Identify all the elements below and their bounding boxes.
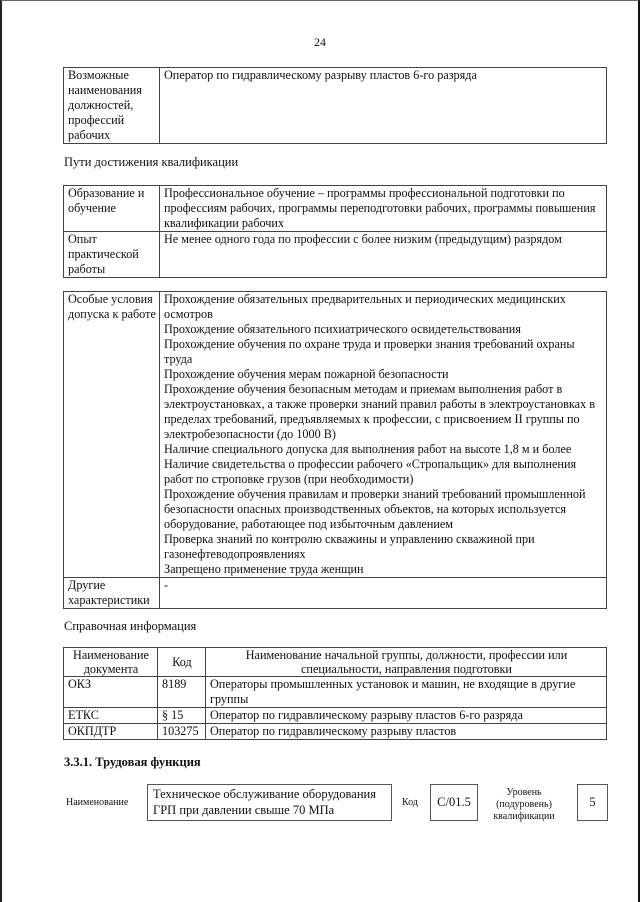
qualification-paths-table: [63, 185, 607, 278]
table-row: [64, 292, 607, 578]
cell-name: Оператор по гидравлическому разрыву пластов: [206, 724, 607, 740]
page-number: 24: [314, 35, 326, 49]
admission-item: Запрещено применение труда женщин: [164, 562, 364, 576]
admission-item: Прохождение обучения мерам пожарной безопасности: [164, 367, 449, 381]
function-name-box: Техническое обслуживание оборудования ГРП при давлении свыше 70 МПа: [147, 784, 392, 821]
education-value: Профессиональное обучение – программы профессиональной подготовки по профессиям рабочих, программы переподготовки рабочих, программы повышения квалификации рабочих: [160, 186, 607, 232]
cell-doc: ОКЗ: [64, 677, 158, 708]
table-header-row: [64, 648, 607, 677]
admission-item: Наличие свидетельства о профессии рабочего «Стропальщик» для выполнения работ по строповке грузов (при необходимости): [164, 457, 577, 486]
labor-function-heading: 3.3.1. Трудовая функция: [64, 755, 201, 769]
table-row: [64, 708, 607, 724]
table-row: [64, 724, 607, 740]
qualification-level-box: 5: [577, 784, 608, 821]
header-document: Наименование документа: [64, 648, 158, 677]
other-characteristics-value: -: [160, 578, 607, 609]
name-label: Наименование: [66, 797, 129, 808]
admission-conditions-table: [63, 291, 607, 609]
cell-name: Оператор по гидравлическому разрыву пластов 6-го разряда: [206, 708, 607, 724]
experience-label: Опыт практической работы: [64, 232, 160, 278]
cell-code: § 15: [158, 708, 206, 724]
header-code: Код: [158, 648, 206, 677]
table-row: [64, 68, 607, 144]
function-code-box: C/01.5: [430, 784, 478, 821]
positions-label: Возможные наименования должностей, профессий рабочих: [64, 68, 160, 144]
experience-value: Не менее одного года по профессии с более низким (предыдущим) разрядом: [160, 232, 607, 278]
cell-code: 103275: [158, 724, 206, 740]
admission-item: Проверка знаний по контролю скважины и управлению скважиной при газонефтеводопроявлениях: [164, 532, 535, 561]
other-characteristics-label: Другие характеристики: [64, 578, 160, 609]
table-row: [64, 232, 607, 278]
reference-info-table: [63, 647, 607, 740]
admission-item: Прохождение обязательного психиатрического освидетельствования: [164, 322, 521, 336]
table-row: [64, 578, 607, 609]
table-row: [64, 186, 607, 232]
cell-name: Операторы промышленных установок и машин, не входящие в другие группы: [206, 677, 607, 708]
reference-info-title: Справочная информация: [64, 619, 197, 633]
cell-doc: ЕТКС: [64, 708, 158, 724]
header-name: Наименование начальной группы, должности, профессии или специальности, направления подготовки: [206, 648, 607, 677]
admission-item: Прохождение обучения правилам и проверки знаний требований промышленной безопасности опасных производственных объектов, на которых используется оборудование, работающее под избыточным давлением: [164, 487, 586, 531]
cell-code: 8189: [158, 677, 206, 708]
qualification-paths-title: Пути достижения квалификации: [64, 155, 239, 169]
admission-item: Прохождение обучения по охране труда и проверки знания требований охраны труда: [164, 337, 575, 366]
education-label: Образование и обучение: [64, 186, 160, 232]
table-row: [64, 677, 607, 708]
cell-doc: ОКПДТР: [64, 724, 158, 740]
admission-item: Наличие специального допуска для выполнения работ на высоте 1,8 м и более: [164, 442, 572, 456]
positions-table: [63, 67, 607, 144]
admission-item: Прохождение обучения безопасным методам и приемам выполнения работ в электроустановках, а также проверки знаний правил работы в электроустановках в пределах требований, предъявляемых к профессии, с присвоением II группы по электробезопасности (до 1000 В): [164, 382, 595, 441]
positions-value: Оператор по гидравлическому разрыву пластов 6-го разряда: [160, 68, 607, 144]
admission-item: Прохождение обязательных предварительных и периодических медицинских осмотров: [164, 292, 566, 321]
qualification-level-label: Уровень (подуровень) квалификации: [493, 787, 555, 822]
admission-label: Особые условия допуска к работе: [64, 292, 160, 578]
admission-items: [160, 292, 607, 578]
code-label: Код: [402, 797, 418, 808]
